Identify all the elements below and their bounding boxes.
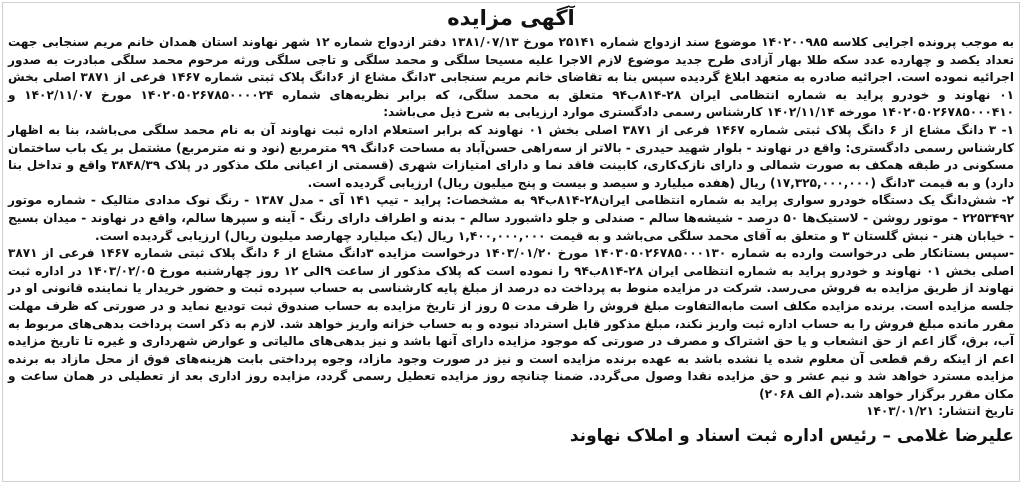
notice-paragraph-intro: به موجب پرونده اجرایی کلاسه ۱۴۰۲۰۰۹۸۵ موضوع سند ازدواج شماره ۲۵۱۴۱ مورخ ۱۳۸۱/۰۷/۱۳ دفتر ازدواج شماره ۱۲ شهر نهاوند استان همدان خانم مریم سنجابی جهت تعداد یکصد و چهارده عدد سکه طلا بهار آزادی طرح جدید موضوع لازم الاجرا علیه مسیحا سلگی و محمد سلگی و تاجی سلگی ورثه مرحوم محمد سلگی مبادرت به صدور اجرائیه نموده است. اجرائیه صادره به متعهد ابلاغ گردیده سپس بنا به تقاضای خانم مریم سنجابی ۳دانگ مشاع از ۶دانگ پلاک ثبتی شماره ۱۴۶۷ فرعی از ۳۸۷۱ اصلی بخش ۰۱ نهاوند و خودرو پراید به شماره انتظامی ایران ۲۸-۸۱۴ب۹۴ متعلق به محمد سلگی، که برابر نظریه‌های شماره ۱۴۰۲۰۵۰۲۶۷۸۵۰۰۰۰۲۴ مورخ ۱۴۰۲/۱۱/۰۷ و ۱۴۰۲۰۵۰۲۶۷۸۵۰۰۰۴۱۰ مورخه ۱۴۰۲/۱۱/۱۴ کارشناس رسمی دادگستری موارد ارزیابی به شرح ذیل می‌باشد:	[8, 35, 1015, 120]
notice-paragraph-item-1: ۱- ۳ دانگ مشاع از ۶ دانگ پلاک ثبتی شماره ۱۴۶۷ فرعی از ۳۸۷۱ اصلی بخش ۰۱ نهاوند که برابر استعلام اداره ثبت نهاوند آن به نام محمد سلگی می‌باشد، بنا به اظهار کارشناس رسمی دادگستری: واقع در نهاوند - بلوار شهید حیدری - بالاتر از سه‌راهی حسن‌آباد به مساحت ۶دانگ ۹۹ مترمربع (نود و نه مترمربع) مشتمل بر یک باب ساختمان مسکونی در طبقه همکف به صورت شمالی و دارای نازک‌کاری، کابینت فاقد نما و دارای امتیازات شهری (قسمتی از اعیانی ملک مذکور در پلاک ۳۸۴۸/۳۹ واقع و تداخل بنا دارد) و به قیمت ۳دانگ (۱۷,۳۲۵,۰۰۰,۰۰۰) ریال (هفده میلیارد و سیصد و بیست و پنج میلیون ریال) ارزیابی گردیده است.	[8, 122, 1014, 190]
notice-title: آگهی مزایده	[447, 6, 575, 30]
signature: علیرضا غلامی – رئیس اداره ثبت اسناد و املاک نهاوند	[569, 426, 1014, 447]
publish-date: تاریخ انتشار: ۱۴۰۳/۰۱/۲۱	[866, 404, 1014, 419]
notice-paragraph-item-2: ۲- شش‌دانگ یک دستگاه خودرو سواری پراید به شماره انتظامی ایران۲۸-۸۱۴ب۹۴ به مشخصات: پراید - تیپ ۱۴۱ آی - مدل ۱۳۸۷ - رنگ نوک مدادی متالیک - شماره موتور ۲۲۵۳۴۹۲ - موتور روشن - لاستیک‌ها ۵۰ درصد - شیشه‌ها سالم - صندلی و جلو داشبورد سالم - بدنه و اطراف دارای رنگ - آینه و سپرها سالم، واقع در نهاوند - میدان بسیج - خیابان هنر - نبش گلستان ۳ و متعلق به آقای محمد سلگی می‌باشد و به قیمت ۱,۴۰۰,۰۰۰,۰۰۰ ریال (یک میلیارد چهارصد میلیون ریال) ارزیابی گردیده است.	[8, 193, 1014, 243]
page-border	[2, 2, 1020, 482]
notice-paragraph-terms: -سپس بستانکار طی درخواست وارده به شماره ۱۴۰۳۰۵۰۲۶۷۸۵۰۰۰۱۳۰ مورخ ۱۴۰۳/۰۱/۲۰ درخواست مزایده ۳دانگ مشاع از ۶ دانگ پلاک ثبتی شماره ۱۴۶۷ فرعی از ۳۸۷۱ اصلی بخش ۰۱ نهاوند و خودرو پراید به شماره انتظامی ایران ۲۸-۸۱۴ب۹۴ را نموده است که پلاک مذکور از ساعت ۹الی ۱۲ روز چهارشنبه مورخ ۱۴۰۳/۰۲/۰۵ در اداره ثبت نهاوند از طریق مزایده به فروش می‌رسد. شرکت در مزایده منوط به پرداخت ده درصد از مبلغ پایه کارشناسی به حساب سپرده ثبت و حضور خریدار یا نماینده قانونی او در جلسه مزایده است. برنده مزایده مکلف است مابه‌التفاوت مبلغ فروش را ظرف مدت ۵ روز از تاریخ مزایده به حساب صندوق ثبت تودیع نماید و در صورتی که ظرف مهلت مقرر مانده مبلغ فروش را به حساب اداره ثبت واریز نکند، مبلغ مذکور قابل استرداد نبوده و به حساب خزانه واریز خواهد شد. لازم به ذکر است پرداخت بدهی‌های مربوط به آب، برق، گاز اعم از حق انشعاب و یا حق اشتراک و مصرف در صورتی که موجود مزایده دارای آنها باشد و نیز بدهی‌های مالیاتی و عوارض شهرداری و غیره تا تاریخ مزایده اعم از اینکه رقم قطعی آن معلوم شده یا نشده باشد به عهده برنده مزایده است و نیز در صورت وجود مازاد، وجوه پرداختی بابت هزینه‌های فوق از محل مازاد به برنده مزایده مسترد خواهد شد و نیم عشر و حق مزایده نقدا وصول می‌گردد. ضمنا چنانچه روز مزایده تعطیل رسمی گردد، مزایده روز اداری بعد از تعطیلی در همان ساعت و مکان مقرر برگزار خواهد شد.(م الف ۲۰۶۸)	[8, 246, 1015, 401]
